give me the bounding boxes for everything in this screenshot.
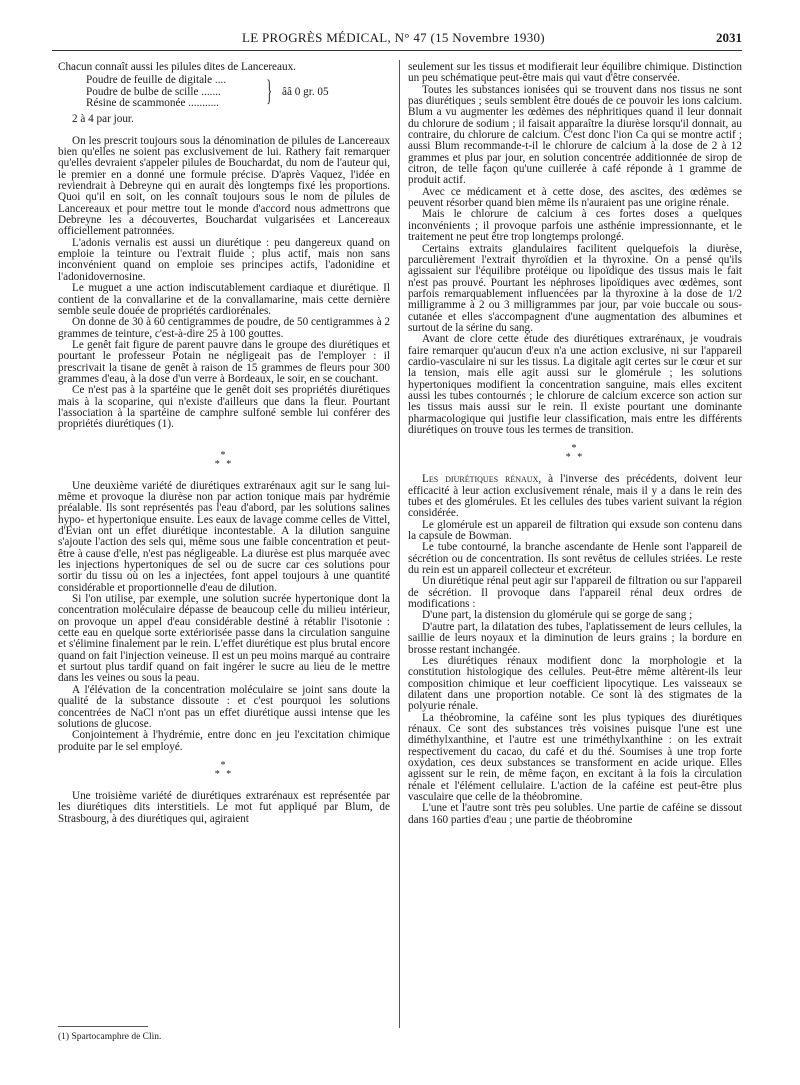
paragraph: seulement sur les tissus et modifierait leur équilibre chimique. Distinction un peu schématique peut-être mais qui vaut d'être conservée. [408, 61, 742, 85]
paragraph: Le genêt fait figure de parent pauvre dans le groupe des diurétiques et pourtant le professeur Potain ne négligeait pas de l'employer : il prescrivait la tisane de genêt à raison de 15 grammes de fleurs pour 300 grammes d'eau, à la dose d'un verre à Bordeaux, le soir, en se couchant. [58, 338, 390, 385]
asterisk: * [571, 443, 579, 455]
paragraph: L'adonis vernalis est aussi un diurétique : peu dangereux quand on emploie la teinture ou l'extrait fluide ; plus actif, mais non sans inconvénient quand on emploie ses principes actifs, l'adonidine et l'adonidovernosine. [58, 236, 390, 283]
recipe-dose: ââ 0 gr. 05 [282, 86, 329, 99]
asterisk: * * [214, 458, 234, 470]
header-rule [52, 50, 742, 51]
paragraph-text: , à l'inverse des précédents, doivent leur efficacité à leur action exclusivement rénale, mais il y a dans le rein des tubes et des glomérules. Et les cellules des tubes varient suivant la région considérée. [408, 473, 742, 520]
paragraph: Un diurétique rénal peut agir sur l'appareil de filtration ou sur l'appareil de sécrétion. Il provoque dans l'appareil rénal deux ordres de modifications : [408, 575, 742, 611]
paragraph: Mais le chlorure de calcium à ces fortes doses a quelques inconvénients ; il provoque parfois une asthénie impressionnante, et le traitement ne peut être trop longtemps prolongé. [408, 208, 742, 244]
recipe-usage: 2 à 4 par jour. [72, 113, 134, 126]
section-separator [408, 444, 742, 468]
paragraph: Conjointement à l'hydrémie, entre donc en jeu l'excitation chimique produite par le sel employé. [58, 729, 390, 753]
paragraph: Avant de clore cette étude des diurétiques extrarénaux, je voudrais faire remarquer qu'aucun d'eux n'a une action exclusive, ni sur l'appareil cardio-vasculaire ni sur les tissus. La digitale agit certes sur le cœur et sur la tension, mais elle agit aussi sur le glomérule ; les solutions hypertoniques modifient la concentration sanguine, mais elles excitent aussi les tubes contournés ; le chlorure de calcium excerce son action sur les tissus mais aussi sur le rein. Il existe pourtant une dominante pharmacologique qui justifie leur classification, mais entre les différents diurétiques on trouve tous les termes de transition. [408, 333, 742, 436]
page-number: 2031 [716, 30, 742, 45]
left-column [58, 62, 390, 825]
footnote: (1) Spartocamphre de Clin. [58, 1032, 162, 1042]
asterisk: * [220, 759, 228, 771]
recipe-line: Poudre de feuille de digitale .... [86, 74, 227, 87]
paragraph: Le tube contourné, la branche ascendante de Henle sont l'appareil de sécrétion ou de concentration. Ils sont revêtus de cellules striées. Le reste du rein est un appareil collecteur et excréteur. [408, 541, 742, 577]
recipe-line: Résine de scammonée ........... [86, 97, 219, 110]
paragraph: Ce n'est pas à la spartéine que le genêt doit ses propriétés diurétiques mais à la scoparine, qui n'existe d'ailleurs que dans la fleur. Pourtant l'association à la spartéine de camphre sulfoné semble lui conférer des propriétés diurétiques (1). [58, 384, 390, 431]
paragraph: Si l'on utilise, par exemple, une solution sucrée hypertonique dont la concentration moléculaire dépasse de beaucoup celle du milieu intérieur, on provoque un appel d'eau considérable destiné à rétablir l'isotonie : cette eau en quelque sorte extériorisée passe dans la circulation sanguine et s'élimine finalement par le rein. L'effet diurétique est plus brutal encore quand on fait l'injection veineuse. Il est un peu moins marqué au contraire et surtout plus tardif quand on fait ingérer le sucre au lieu de le mettre dans les veines ou sous la peau. [58, 593, 390, 685]
paragraph [408, 474, 742, 519]
section-separator [58, 451, 390, 475]
section-separator [58, 761, 390, 785]
journal-title: LE PROGRÈS MÉDICAL, N° 47 (15 Novembre 1930) [242, 30, 545, 45]
footnote-rule [58, 1026, 148, 1027]
column-divider [399, 60, 400, 1028]
paragraph: D'autre part, la dilatation des tubes, l'aplatissement de leurs cellules, la saillie de leurs noyaux et la diminution de leurs grains ; la bordure en brosse restant inchangée. [408, 620, 742, 656]
paragraph: La théobromine, la caféine sont les plus typiques des diurétiques rénaux. Ce sont des substances très voisines puisque l'une est une diméthylxanthine, et l'autre est une triméthylxanthine : on les extrait respectivement du cacao, du café et du thé. Soumises à une trop forte oxydation, ces deux substances se transforment en acide urique. Elles agissent sur le rein, de même façon, en excitant à la fois la circulation rénale et l'élément cellulaire. L'action de la caféine est peut-être plus vasculaire que celle de la théobromine. [408, 711, 742, 803]
paragraph: Le muguet a une action indiscutablement cardiaque et diurétique. Il contient de la convallarine et de la convallamarine, mais cette dernière semble seule douée de propriétés cardiorénales. [58, 282, 390, 317]
brace-glyph: } [266, 74, 273, 108]
paragraph: A l'élévation de la concentration moléculaire se joint sans doute la qualité de la substance dissoute : et c'est pourquoi les solutions concentrées de NaCl n'ont pas un effet diurétique aussi intense que les solutions de glucose. [58, 683, 390, 730]
recipe-block [86, 75, 390, 111]
paragraph: On les prescrit toujours sous la dénomination de pilules de Lancereaux bien qu'elles ne soient pas exclusivement de lui. Rathery fait remarquer qu'elles devraient s'appeler pilules de Bouchardat, du nom de l'auteur qui, le premier en a donné une formule précise. D'après Vaquez, l'idée en reviendrait à Debreyne qui en aurait dès longtemps fixé les proportions. Quoi qu'il en soit, on les connaît toujours sous le nom de pilules de Lancereaux et pour mettre tout le monde d'accord nous admettrons que Debreyne les a découvertes, Bouchardat vulgarisées et Lancereaux officiellement patronnées. [58, 134, 390, 238]
asterisk: * * [565, 452, 585, 464]
right-column [408, 62, 742, 826]
section-lead: Les diurétiques rénaux [422, 473, 539, 486]
paragraph: Toutes les substances ionisées qui se trouvent dans nos tissus ne sont pas diurétiques ; seuls semblent être doués de ce pouvoir les ions calcium. Blum a vu augmenter les œdèmes des néphritiques quand il leur donnait du chlorure de sodium ; il faisait apparaître la diurèse lorsqu'il donnait, au contraire, du chlorure de calcium. C'est donc l'ion Ca qui se montre actif ; aussi Blum recommande-t-il le chlorure de calcium à la dose de 2 à 12 grammes et plus par jour, en solution concentrée additionnée de sirop de citron, de telle façon qu'une cuillerée à café réponde à 1 gramme de produit actif. [408, 83, 742, 187]
recipe-line: Poudre de bulbe de scille ....... [86, 85, 221, 98]
running-header [52, 30, 742, 46]
paragraph: L'une et l'autre sont très peu solubles. Une partie de caféine se dissout dans 160 parties d'eau ; une partie de théobromine [408, 802, 742, 826]
paragraph: Le glomérule est un appareil de filtration qui exsude son contenu dans la capsule de Bowman. [408, 518, 742, 543]
paragraph: Certains extraits glandulaires facilitent quelquefois la diurèse, parculièrement l'extrait thyroïdien et la thyroxine. On a pensé qu'ils agissaient sur l'équilibre protéique ou lipoïdique des tissus mais le fait n'est pas prouvé. Pourtant les néphroses lipoïdiques avec œdèmes, sont parfois remarquablement influencées par la thyroxine à la dose de 1/2 milligramme à 2 ou 3 milligrammes par jour, par voie buccale ou sous-cutanée et elles s'accompagnent d'une augmentation des albumines et surtout de la sérine du sang. [408, 242, 742, 334]
paragraph: Une deuxième variété de diurétiques extrarénaux agit sur le sang lui-même et provoque la diurèse non par action tonique mais par hydrémie préalable. Ils sont représentés pas l'eau d'abord, par les solutions salines hypo- et hypertonique ensuite. Les eaux de lavage comme celles de Vittel, d'Evian ont un effet diurétique incontestable. A la dilution sanguine s'ajoute l'action des sels qui, même sous une faible concentration et peut-être à cause d'elle, n'est pas négligeable. La diurèse est plus marquée avec les injections hypertoniques de sel ou de sucre car ces solutions pour sortir du tissu où on les a injectées, font appel toujours à une quantité considérable et proportionnelle d'eau de dilution. [58, 479, 390, 594]
paragraph: Une troisième variété de diurétiques extrarénaux est représentée par les diurétiques dits interstitiels. Le mot fut appliqué par Blum, de Strasbourg, à des diurétiques qui, agiraient [58, 789, 390, 825]
asterisk: * * [214, 768, 234, 780]
paragraph: Les diurétiques rénaux modifient donc la morphologie et la constitution histologique des cellules. Peut-être même altèrent-ils leur composition chimique et leur coefficient lipocytique. Les vaisseaux se dilatent dans une proportion notable. Ce sont là des stigmates de la polyurie rénale. [408, 654, 742, 713]
paragraph: D'une part, la distension du glomérule qui se gorge de sang ; [422, 609, 693, 622]
paragraph: On donne de 30 à 60 centigrammes de poudre, de 50 centigrammes à 2 grammes de teinture, c'est-à-dire 25 à 100 gouttes. [58, 316, 390, 340]
paragraph: Chacun connaît aussi les pilules dites de Lancereaux. [58, 61, 296, 73]
paragraph: Avec ce médicament et à cette dose, des ascites, des œdèmes se peuvent résorber quand bien même ils n'auraient pas une origine rénale. [408, 185, 742, 210]
asterisk: * [220, 449, 228, 461]
